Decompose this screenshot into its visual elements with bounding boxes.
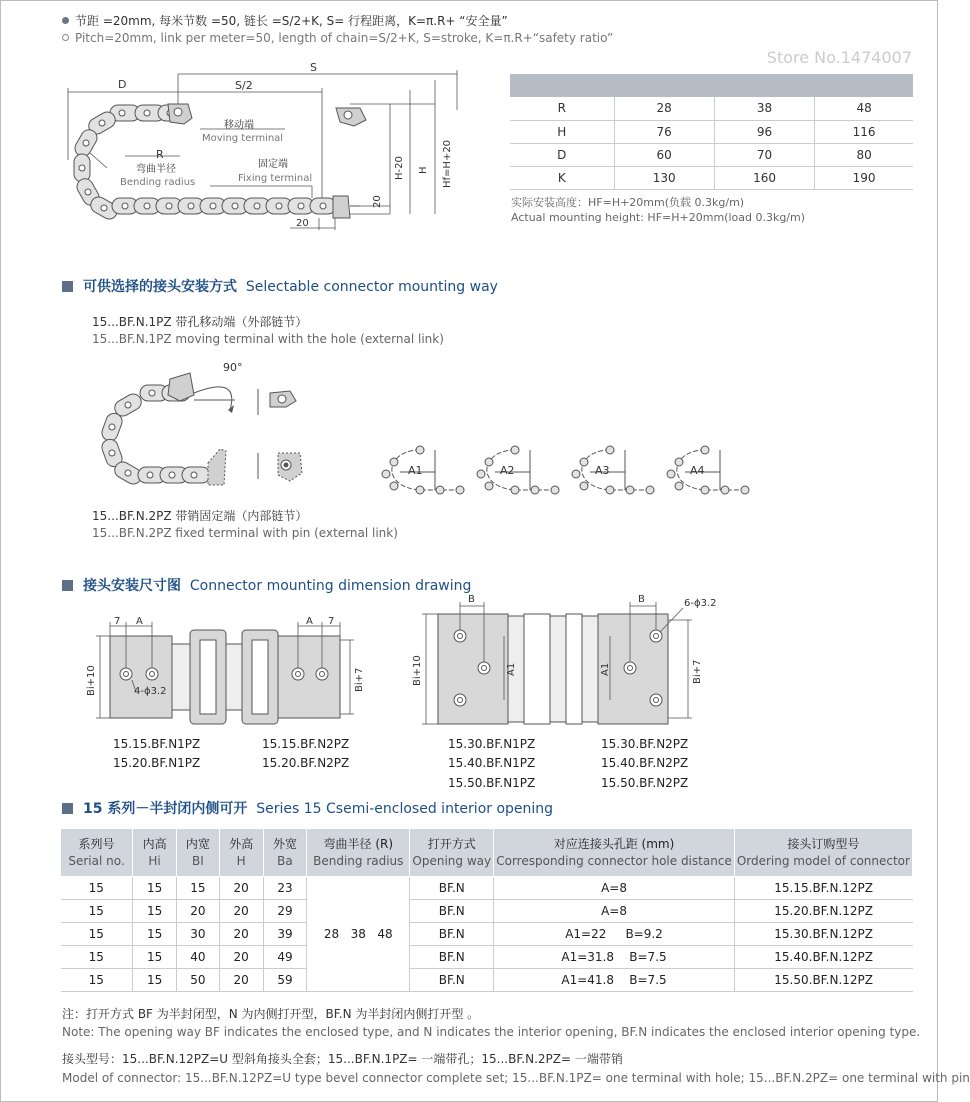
col-header-h <box>219 829 263 877</box>
header-cn: 打开方式 <box>427 836 476 851</box>
dim-A-left: A <box>136 616 143 627</box>
cell-ba: 49 <box>263 946 307 969</box>
cell-hole-distance: A1=22 B=9.2 <box>494 923 735 946</box>
header-cn: 对应连接头孔距 (mm) <box>553 836 675 851</box>
model-label: 15.15.BF.N1PZ <box>113 737 201 751</box>
model-label: 15.15.BF.N2PZ <box>262 737 350 751</box>
model-label: 15.40.BF.N2PZ <box>601 756 689 770</box>
cell-model: 15.30.BF.N.12PZ <box>734 923 912 946</box>
moving-terminal-title-en: 15...BF.N.1PZ moving terminal with the hole (external link) <box>92 332 444 346</box>
series15-spec-table <box>60 828 913 992</box>
moving-terminal-title-cn: 15...BF.N.1PZ 带孔移动端（外部链节） <box>92 315 308 329</box>
header-en: Ba <box>277 853 293 868</box>
model-label: 15.40.BF.N1PZ <box>448 756 536 770</box>
cell: 60 <box>614 143 714 166</box>
cell: 70 <box>714 143 814 166</box>
section-square-icon <box>62 281 73 292</box>
cell-h: 20 <box>219 877 263 900</box>
dim-20-height: 20 <box>372 195 383 208</box>
cell: 190 <box>815 166 913 189</box>
section-title-en: Selectable connector mounting way <box>245 279 498 295</box>
cell: 80 <box>815 143 913 166</box>
table-row <box>61 946 913 969</box>
table-row <box>510 120 913 143</box>
col-header-hole-distance <box>494 829 735 877</box>
table-row <box>61 877 913 900</box>
cell-ba: 39 <box>263 923 307 946</box>
fixing-terminal-en: Fixing terminal <box>238 173 313 184</box>
cell-serial: 15 <box>61 946 133 969</box>
cell-ba: 59 <box>263 969 307 992</box>
cell: 96 <box>714 120 814 143</box>
section-title-cn: 可供选择的接头安装方式 <box>83 279 237 295</box>
fixed-terminal-title-en: 15...BF.N.2PZ fixed terminal with pin (external link) <box>92 526 398 540</box>
section-square-icon <box>62 580 73 591</box>
moving-terminal-cn: 移动端 <box>224 120 254 131</box>
model-label: 15.20.BF.N1PZ <box>113 756 201 770</box>
row-label: H <box>510 120 614 143</box>
dim-Bi10-left: Bi+10 <box>86 665 97 696</box>
dim-D-label: D <box>118 78 127 91</box>
cell-ba: 29 <box>263 900 307 923</box>
col-header-radius <box>307 829 410 877</box>
dim-S2-label: S/2 <box>235 79 253 92</box>
header-en: Hi <box>148 853 161 868</box>
connector-variants-diagram <box>380 442 770 502</box>
table-header-row <box>61 829 913 877</box>
hole-spec-right: 6-ϕ3.2 <box>684 598 717 609</box>
cell-bi: 30 <box>177 923 220 946</box>
header-cn: 接头订购型号 <box>787 836 860 851</box>
cell-hole-distance: A1=31.8 B=7.5 <box>494 946 735 969</box>
dim-R-label: R <box>156 148 164 161</box>
connector-dimension-right-diagram <box>408 590 728 740</box>
cell-h: 20 <box>219 923 263 946</box>
dim-H-label: H <box>418 166 429 174</box>
cell-hi: 15 <box>133 900 177 923</box>
variant-A4-label: A4 <box>690 464 705 477</box>
cell-bi: 40 <box>177 946 220 969</box>
header-en: Serial no. <box>68 853 125 868</box>
col-header-bi <box>177 829 220 877</box>
bullet-icon <box>62 17 69 24</box>
cell: 160 <box>714 166 814 189</box>
col-header-ordering-model <box>734 829 912 877</box>
cell-bi: 20 <box>177 900 220 923</box>
cell-opening: BF.N <box>410 923 494 946</box>
cell-h: 20 <box>219 946 263 969</box>
cell-model: 15.15.BF.N.12PZ <box>734 877 912 900</box>
header-cn: 弯曲半径 (R) <box>323 836 394 851</box>
table-row <box>61 923 913 946</box>
header-en: Corresponding connector hole distance <box>496 853 732 868</box>
mounting-height-note-cn: 实际安装高度：HF=H+20mm(负载 0.3kg/m) <box>511 196 745 209</box>
cell-opening: BF.N <box>410 946 494 969</box>
connector-dimension-left-diagram <box>86 600 392 740</box>
cell-serial: 15 <box>61 969 133 992</box>
variant-A2-label: A2 <box>500 464 515 477</box>
intro-en <box>62 31 613 45</box>
dim-B-left: B <box>468 594 475 605</box>
cell: 48 <box>815 97 913 120</box>
cell-hole-distance: A=8 <box>494 900 735 923</box>
cell-model: 15.40.BF.N.12PZ <box>734 946 912 969</box>
section-title-series15 <box>62 798 553 818</box>
dim-Hf-label: Hf=H+20 <box>442 139 453 188</box>
cell-opening: BF.N <box>410 877 494 900</box>
angle-90-label: 90° <box>223 361 243 374</box>
dim-A-right: A <box>306 616 313 627</box>
model-label: 15.20.BF.N2PZ <box>262 756 350 770</box>
cell-bi: 15 <box>177 877 220 900</box>
footer-note-en: Note: The opening way BF indicates the enclosed type, and N indicates the interior opening, BF.N indicates the enclosed interior opening type. <box>62 1025 921 1039</box>
dim-A1-left: A1 <box>506 662 517 676</box>
dim-A1-right: A1 <box>600 662 611 676</box>
bullet-hollow-icon <box>62 34 69 41</box>
section-title-cn: 接头安装尺寸图 <box>83 578 181 594</box>
col-header-hi <box>133 829 177 877</box>
model-label: 15.30.BF.N2PZ <box>601 737 689 751</box>
dim-B-right: B <box>638 594 645 605</box>
chain-dimension-diagram <box>50 60 480 240</box>
section-title-cn: 15 系列－半封闭内侧可开 <box>83 801 248 817</box>
hole-spec-left: 4-ϕ3.2 <box>134 686 167 697</box>
table-row <box>510 143 913 166</box>
dim-7-right: 7 <box>328 616 335 627</box>
table-row <box>510 97 913 120</box>
cell-hi: 15 <box>133 969 177 992</box>
fixing-terminal-cn: 固定端 <box>258 159 288 170</box>
cell-h: 20 <box>219 969 263 992</box>
cell-serial: 15 <box>61 923 133 946</box>
model-label: 15.50.BF.N1PZ <box>448 776 536 790</box>
bending-radius-en: Bending radius <box>120 177 196 188</box>
cell-hi: 15 <box>133 877 177 900</box>
col-header-ba <box>263 829 307 877</box>
cell: 76 <box>614 120 714 143</box>
footer-model-en: Model of connector: 15...BF.N.12PZ=U type bevel connector complete set; 15...BF.N.1PZ= one terminal with hole; 15...BF.N.2PZ= one terminal with pin <box>62 1071 970 1085</box>
ratio-table <box>510 74 913 190</box>
moving-terminal-en: Moving terminal <box>202 133 284 144</box>
cell: 38 <box>714 97 814 120</box>
model-label: 15.30.BF.N1PZ <box>448 737 536 751</box>
footer-model-cn: 接头型号：15...BF.N.12PZ=U 型斜角接头全套；15...BF.N.1PZ= 一端带孔；15...BF.N.2PZ= 一端带销 <box>62 1052 623 1066</box>
dim-Bi7-right: Bi+7 <box>692 659 703 684</box>
header-cn: 内高 <box>142 836 167 851</box>
col-header-serial <box>61 829 133 877</box>
dim-H20-label: H-20 <box>394 156 405 180</box>
store-watermark: Store No.1474007 <box>766 48 912 67</box>
header-en: Ordering model of connector <box>736 853 910 868</box>
header-en: Bending radius <box>313 853 404 868</box>
header-en: BI <box>192 853 204 868</box>
model-label: 15.50.BF.N2PZ <box>601 776 689 790</box>
cell-opening: BF.N <box>410 969 494 992</box>
dim-S-label: S <box>310 61 317 74</box>
section-title-mounting-way <box>62 276 498 296</box>
intro-cn <box>62 12 508 29</box>
variant-A1-label: A1 <box>408 464 423 477</box>
cell-bi: 50 <box>177 969 220 992</box>
intro-en-text: Pitch=20mm, link per meter=50, length of chain=S/2+K, S=stroke, K=π.R+“safety ratio” <box>75 31 614 45</box>
cell: 28 <box>614 97 714 120</box>
mounting-height-note-en: Actual mounting height: HF=H+20mm(load 0.3kg/m) <box>511 211 806 224</box>
row-label: D <box>510 143 614 166</box>
fixed-terminal-title-cn: 15...BF.N.2PZ 带销固定端（内部链节） <box>92 509 308 523</box>
cell-ba: 23 <box>263 877 307 900</box>
bending-radius-cn: 弯曲半径 <box>136 164 176 175</box>
section-title-en: Connector mounting dimension drawing <box>189 578 472 594</box>
dim-Bi10-right: Bi+10 <box>412 655 423 686</box>
table-row <box>61 969 913 992</box>
variant-A3-label: A3 <box>595 464 610 477</box>
row-label: K <box>510 166 614 189</box>
table-row <box>61 900 913 923</box>
header-en: Opening way <box>412 853 492 868</box>
cell: 116 <box>815 120 913 143</box>
cell-opening: BF.N <box>410 900 494 923</box>
header-cn: 内宽 <box>185 836 210 851</box>
cell-hole-distance: A=8 <box>494 877 735 900</box>
cell-bending-radius: 28 38 48 <box>307 877 410 992</box>
connector-way-diagram <box>90 355 330 500</box>
dim-Bi7-left: Bi+7 <box>354 667 365 692</box>
cell-model: 15.20.BF.N.12PZ <box>734 900 912 923</box>
header-en: H <box>236 853 246 868</box>
cell-hi: 15 <box>133 923 177 946</box>
cell-hole-distance: A1=41.8 B=7.5 <box>494 969 735 992</box>
ratio-table-header <box>510 74 913 97</box>
cell-model: 15.50.BF.N.12PZ <box>734 969 912 992</box>
col-header-opening <box>410 829 494 877</box>
section-square-icon <box>62 803 73 814</box>
dim-20-pitch: 20 <box>296 218 309 229</box>
row-label: R <box>510 97 614 120</box>
cell: 130 <box>614 166 714 189</box>
header-cn: 外高 <box>229 836 254 851</box>
section-title-en: Series 15 Csemi-enclosed interior opening <box>256 801 554 817</box>
cell-hi: 15 <box>133 946 177 969</box>
intro-cn-text: 节距 =20mm, 每米节数 =50, 链长 =S/2+K, S= 行程距离，K=π.R+ “安全量” <box>75 14 508 28</box>
dim-7-left: 7 <box>114 616 121 627</box>
cell-h: 20 <box>219 900 263 923</box>
table-row <box>510 166 913 189</box>
footer-note-cn: 注：打开方式 BF 为半封闭型，N 为内侧打开型，BF.N 为半封闭内侧打开型 。 <box>62 1007 480 1021</box>
cell-serial: 15 <box>61 877 133 900</box>
cell-serial: 15 <box>61 900 133 923</box>
header-cn: 系列号 <box>78 836 115 851</box>
header-cn: 外宽 <box>272 836 297 851</box>
